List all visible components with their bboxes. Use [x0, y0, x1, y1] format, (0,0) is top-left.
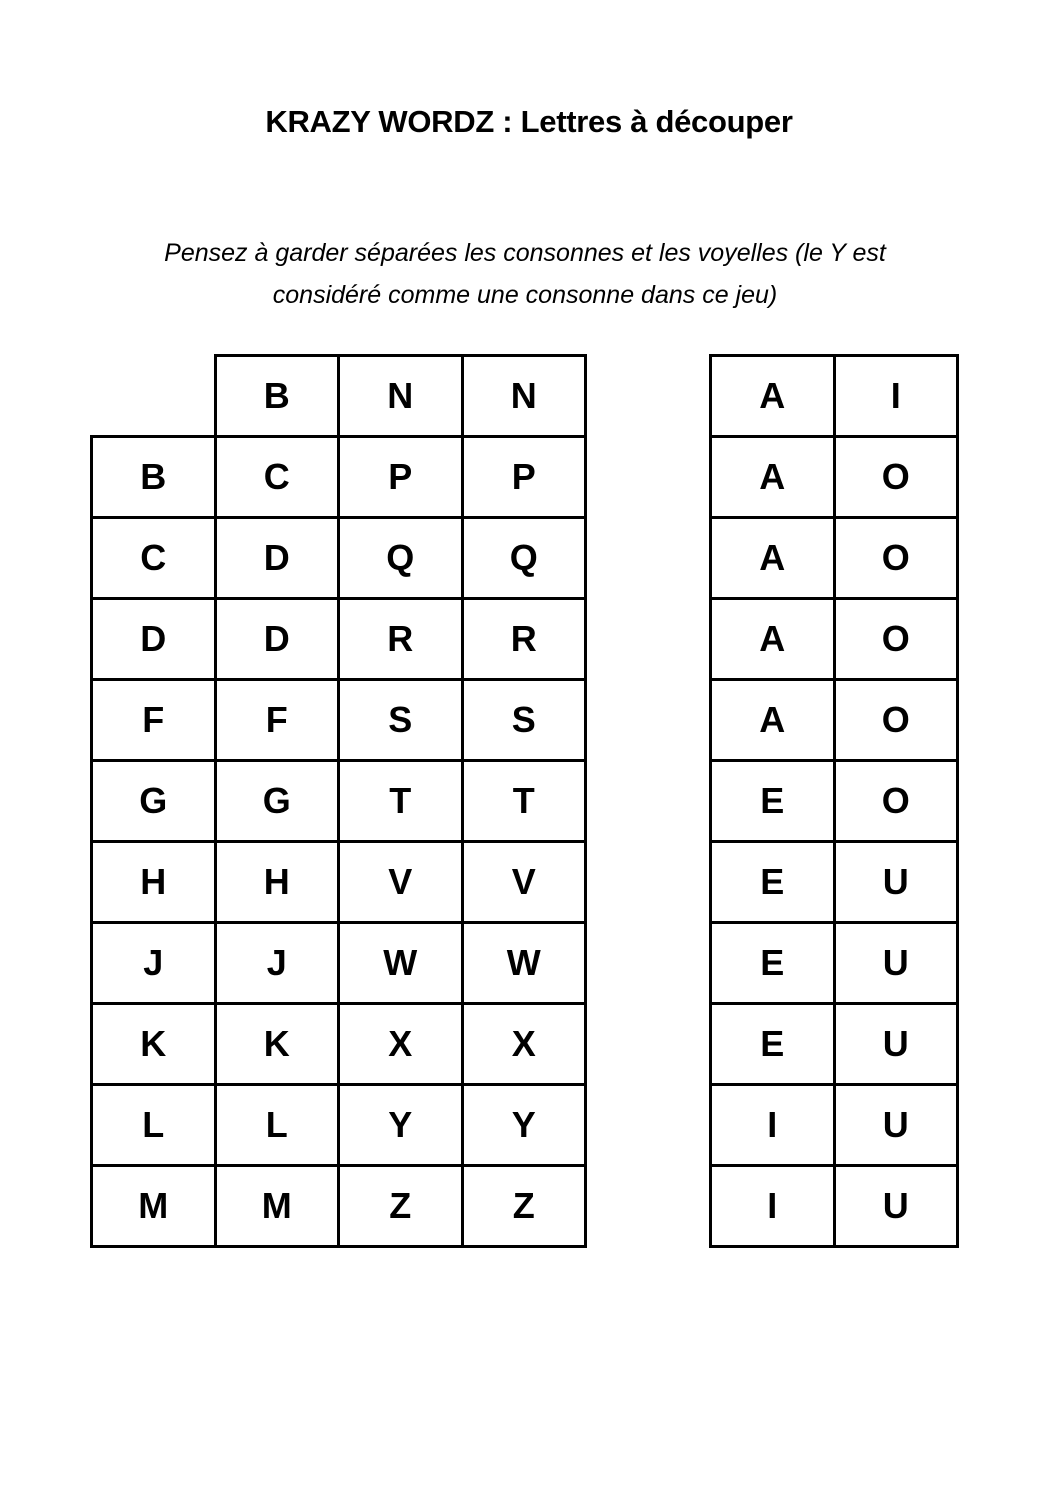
- consonant-letter-cell: X: [462, 1004, 586, 1085]
- vowel-letter-cell: A: [711, 356, 835, 437]
- instructions: [90, 232, 960, 316]
- consonant-letter-cell: Q: [339, 518, 463, 599]
- consonant-letter-cell: Q: [462, 518, 586, 599]
- consonant-letter-cell: G: [92, 761, 216, 842]
- consonant-letter-cell: L: [215, 1085, 339, 1166]
- consonant-letter-cell: C: [92, 518, 216, 599]
- consonant-letter-cell: Z: [339, 1166, 463, 1247]
- consonant-letter-cell: N: [462, 356, 586, 437]
- consonant-letter-row: [92, 518, 586, 599]
- vowel-letter-cell: E: [711, 842, 835, 923]
- vowel-letter-cell: A: [711, 518, 835, 599]
- consonant-letter-cell: Y: [339, 1085, 463, 1166]
- vowel-letter-row: [711, 842, 958, 923]
- consonant-letter-cell: T: [339, 761, 463, 842]
- vowel-letter-cell: I: [711, 1085, 835, 1166]
- vowel-letter-cell: E: [711, 923, 835, 1004]
- consonant-letter-cell: K: [215, 1004, 339, 1085]
- consonant-letter-cell: T: [462, 761, 586, 842]
- consonant-letter-cell: H: [92, 842, 216, 923]
- consonant-letter-cell: R: [339, 599, 463, 680]
- vowel-letter-cell: A: [711, 437, 835, 518]
- vowel-letter-row: [711, 1085, 958, 1166]
- vowel-letter-cell: A: [711, 680, 835, 761]
- consonant-letter-cell: V: [339, 842, 463, 923]
- instructions-line-2: considéré comme une consonne dans ce jeu): [272, 281, 778, 309]
- consonant-letter-row: [92, 680, 586, 761]
- vowel-letter-cell: U: [834, 923, 958, 1004]
- instructions-line-1: Pensez à garder séparées les consonnes et les voyelles (le Y est: [164, 239, 886, 267]
- consonant-letter-cell: K: [92, 1004, 216, 1085]
- consonant-letter-cell: Z: [462, 1166, 586, 1247]
- consonant-letter-cell: H: [215, 842, 339, 923]
- consonant-letter-cell: C: [215, 437, 339, 518]
- consonant-letter-cell: B: [215, 356, 339, 437]
- vowel-letter-row: [711, 680, 958, 761]
- consonant-letter-row: [92, 356, 586, 437]
- consonant-letter-row: [92, 437, 586, 518]
- consonant-letter-row: [92, 1085, 586, 1166]
- vowel-letter-cell: I: [711, 1166, 835, 1247]
- consonant-letter-cell: J: [215, 923, 339, 1004]
- consonant-letter-cell: F: [92, 680, 216, 761]
- consonant-letter-row: [92, 842, 586, 923]
- vowel-letter-cell: U: [834, 1004, 958, 1085]
- consonant-letter-cell: D: [215, 599, 339, 680]
- vowel-letter-cell: U: [834, 842, 958, 923]
- consonant-letter-cell: D: [92, 599, 216, 680]
- consonant-letter-cell: D: [215, 518, 339, 599]
- consonant-letter-cell: X: [339, 1004, 463, 1085]
- vowel-letter-cell: U: [834, 1085, 958, 1166]
- consonant-letter-cell: W: [339, 923, 463, 1004]
- vowel-letter-row: [711, 761, 958, 842]
- consonant-letter-cell: G: [215, 761, 339, 842]
- consonant-letter-cell: S: [339, 680, 463, 761]
- consonant-letter-cell: S: [462, 680, 586, 761]
- consonant-letter-cell: P: [339, 437, 463, 518]
- consonant-letter-cell: M: [92, 1166, 216, 1247]
- vowel-letter-cell: I: [834, 356, 958, 437]
- consonant-letter-row: [92, 923, 586, 1004]
- vowel-letter-cell: E: [711, 761, 835, 842]
- consonant-letter-row: [92, 599, 586, 680]
- vowel-letter-row: [711, 1166, 958, 1247]
- vowel-letter-row: [711, 1004, 958, 1085]
- consonant-letter-row: [92, 1166, 586, 1247]
- vowel-letter-cell: O: [834, 518, 958, 599]
- consonant-letter-cell: L: [92, 1085, 216, 1166]
- vowel-letter-row: [711, 599, 958, 680]
- page-title: KRAZY WORDZ : Lettres à découper: [265, 104, 793, 139]
- empty-corner-cell: [92, 356, 216, 437]
- consonant-letter-cell: F: [215, 680, 339, 761]
- consonant-letter-cell: B: [92, 437, 216, 518]
- consonant-letter-cell: R: [462, 599, 586, 680]
- vowel-letter-cell: A: [711, 599, 835, 680]
- consonant-letter-cell: J: [92, 923, 216, 1004]
- vowel-letter-cell: E: [711, 1004, 835, 1085]
- consonant-letter-row: [92, 1004, 586, 1085]
- consonant-letter-cell: N: [339, 356, 463, 437]
- vowel-letter-cell: U: [834, 1166, 958, 1247]
- vowel-letter-cell: O: [834, 599, 958, 680]
- vowel-letter-row: [711, 518, 958, 599]
- vowel-letter-grid: [709, 354, 959, 1248]
- consonant-letter-cell: W: [462, 923, 586, 1004]
- consonant-letter-cell: Y: [462, 1085, 586, 1166]
- consonant-letter-cell: P: [462, 437, 586, 518]
- consonant-letter-row: [92, 761, 586, 842]
- consonant-letter-cell: V: [462, 842, 586, 923]
- vowel-letter-cell: O: [834, 437, 958, 518]
- vowel-letter-row: [711, 437, 958, 518]
- vowel-letter-row: [711, 356, 958, 437]
- vowel-letter-cell: O: [834, 761, 958, 842]
- vowel-letter-row: [711, 923, 958, 1004]
- consonant-letter-grid: [90, 354, 587, 1248]
- consonant-letter-cell: M: [215, 1166, 339, 1247]
- vowel-letter-cell: O: [834, 680, 958, 761]
